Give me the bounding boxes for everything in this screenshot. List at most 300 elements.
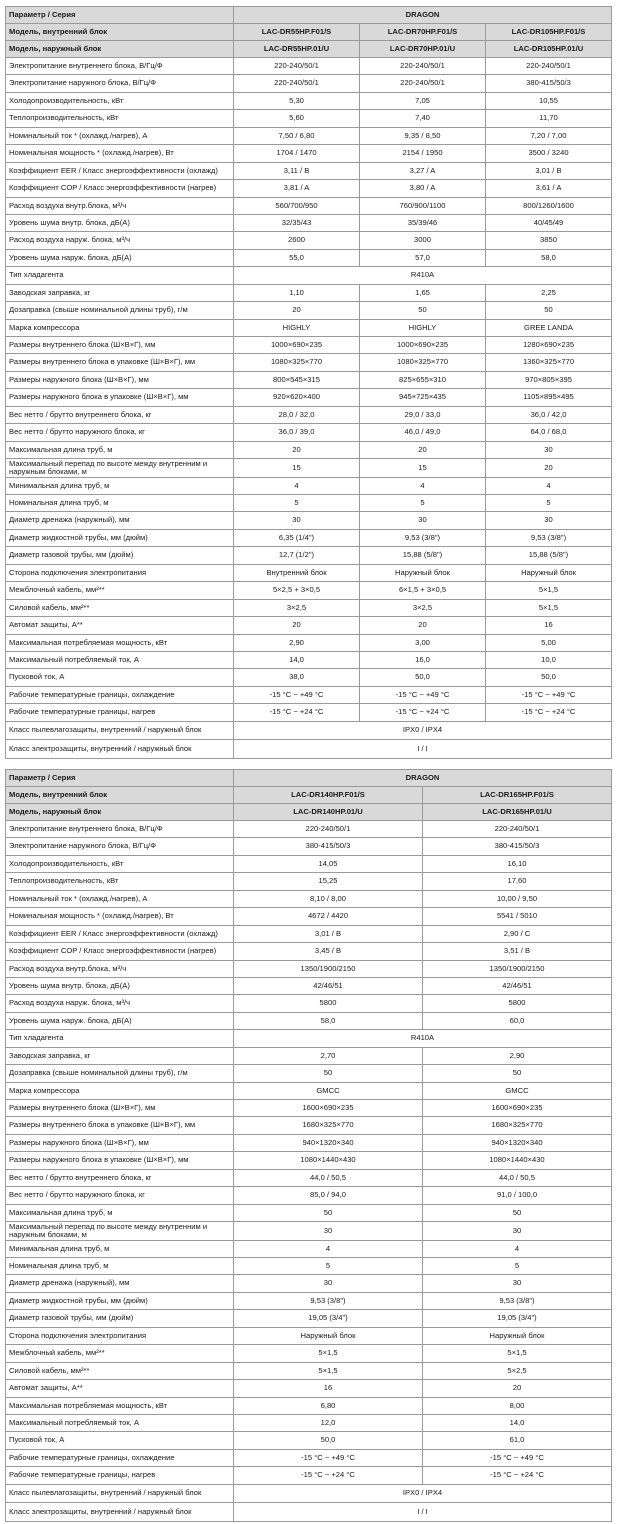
param-label: Максимальный перепад по высоте между внутренним и наружным блоками, м <box>6 459 234 478</box>
param-value: 5,60 <box>234 110 360 127</box>
spec-row <box>6 547 612 564</box>
param-label: Уровень шума наруж. блока, дБ(А) <box>6 249 234 266</box>
param-value: 5×1,5 <box>486 599 612 616</box>
spec-row <box>6 855 612 872</box>
param-value: Наружный блок <box>360 564 486 581</box>
indoor-model-label: Модель, внутренний блок <box>6 787 234 804</box>
spec-row <box>6 1432 612 1449</box>
spec-row <box>6 1134 612 1151</box>
param-label: Холодопроизводительность, кВт <box>6 92 234 109</box>
param-value: 16,10 <box>423 855 612 872</box>
outdoor-model: LAC-DR55HP.01/U <box>234 41 360 58</box>
spec-row <box>6 1204 612 1221</box>
param-value: -15 °C ~ +24 °C <box>486 704 612 721</box>
spec-row <box>6 354 612 371</box>
spec-row <box>6 1503 612 1522</box>
param-value-merged: I / I <box>234 1503 612 1522</box>
spec-row <box>6 127 612 144</box>
spec-row <box>6 249 612 266</box>
param-value: 32/35/43 <box>234 214 360 231</box>
param-value: 30 <box>234 1275 423 1292</box>
param-value: 14,0 <box>423 1414 612 1431</box>
param-value: 3,81 / A <box>234 180 360 197</box>
spec-row <box>6 1414 612 1431</box>
param-label: Марка компрессора <box>6 319 234 336</box>
param-value: 30 <box>423 1275 612 1292</box>
param-label: Рабочие температурные границы, нагрев <box>6 1467 234 1484</box>
param-value: 30 <box>360 512 486 529</box>
param-value: 5800 <box>234 995 423 1012</box>
param-value: 15 <box>234 459 360 478</box>
param-value: 5×1,5 <box>234 1362 423 1379</box>
param-value: 760/900/1100 <box>360 197 486 214</box>
spec-row <box>6 371 612 388</box>
param-value: 9,53 (3/8") <box>486 529 612 546</box>
param-label: Размеры наружного блока в упаковке (Ш×В×Г), мм <box>6 389 234 406</box>
param-value: 1080×1440×430 <box>423 1152 612 1169</box>
param-label: Расход воздуха наруж. блока, м³/ч <box>6 232 234 249</box>
param-value: 970×805×395 <box>486 371 612 388</box>
param-value: 9,53 (3/8") <box>360 529 486 546</box>
outdoor-model: LAC-DR140HP.01/U <box>234 804 423 821</box>
param-value: 380-415/50/3 <box>423 838 612 855</box>
param-value: 5×1,5 <box>234 1345 423 1362</box>
spec-row <box>6 459 612 478</box>
param-value: 50,0 <box>234 1432 423 1449</box>
param-value: 15 <box>360 459 486 478</box>
param-label: Номинальная мощность * (охлажд./нагрев), Вт <box>6 145 234 162</box>
param-label: Пусковой ток, А <box>6 669 234 686</box>
param-value: 85,0 / 94,0 <box>234 1187 423 1204</box>
param-value: 50,0 <box>486 669 612 686</box>
param-value: 3000 <box>360 232 486 249</box>
param-label: Максимальный потребляемый ток, А <box>6 651 234 668</box>
param-value: 5×2,5 + 3×0,5 <box>234 582 360 599</box>
param-value: -15 °C ~ +24 °C <box>234 1467 423 1484</box>
param-value: 3×2,5 <box>360 599 486 616</box>
param-label: Электропитание наружного блока, В/Гц/Ф <box>6 838 234 855</box>
param-label: Коэффициент COP / Класс энергоэффективности (нагрев) <box>6 943 234 960</box>
param-value: 4 <box>423 1240 612 1257</box>
spec-row <box>6 1187 612 1204</box>
spec-row <box>6 58 612 75</box>
spec-row <box>6 1258 612 1275</box>
param-value: 3,80 / A <box>360 180 486 197</box>
param-value: 16,0 <box>360 651 486 668</box>
param-value: 20 <box>486 459 612 478</box>
param-label: Вес нетто / брутто наружного блока, кг <box>6 424 234 441</box>
param-label: Номинальная мощность * (охлажд./нагрев), Вт <box>6 908 234 925</box>
param-label: Дозаправка (свыше номинальной длины труб), г/м <box>6 302 234 319</box>
outdoor-model: LAC-DR165HP.01/U <box>423 804 612 821</box>
param-value: -15 °C ~ +49 °C <box>234 1449 423 1466</box>
param-value: 220-240/50/1 <box>360 75 486 92</box>
param-value: 15,88 (5/8") <box>360 547 486 564</box>
param-value: 30 <box>486 512 612 529</box>
spec-row <box>6 669 612 686</box>
param-value: 50 <box>423 1065 612 1082</box>
param-value: Наружный блок <box>423 1327 612 1344</box>
param-value: 20 <box>360 617 486 634</box>
param-value: 5 <box>486 495 612 512</box>
param-value: 3,27 / A <box>360 162 486 179</box>
param-value: 6,80 <box>234 1397 423 1414</box>
param-label: Вес нетто / брутто внутреннего блока, кг <box>6 406 234 423</box>
param-value: 5541 / 5010 <box>423 908 612 925</box>
param-value: 2,25 <box>486 284 612 301</box>
param-label: Размеры внутреннего блока в упаковке (Ш×В×Г), мм <box>6 354 234 371</box>
spec-row <box>6 582 612 599</box>
param-label: Минимальная длина труб, м <box>6 477 234 494</box>
param-value: 15,25 <box>234 873 423 890</box>
param-label: Максимальный потребляемый ток, А <box>6 1414 234 1431</box>
spec-row <box>6 1117 612 1134</box>
param-value: 220-240/50/1 <box>360 58 486 75</box>
param-label: Расход воздуха внутр.блока, м³/ч <box>6 197 234 214</box>
param-value: 920×620×400 <box>234 389 360 406</box>
spec-row <box>6 838 612 855</box>
param-value: 50 <box>234 1204 423 1221</box>
spec-row <box>6 232 612 249</box>
param-label: Рабочие температурные границы, охлаждение <box>6 1449 234 1466</box>
param-value: 57,0 <box>360 249 486 266</box>
param-label: Номинальный ток * (охлажд./нагрев), А <box>6 890 234 907</box>
param-value: 7,40 <box>360 110 486 127</box>
param-value-merged: IPX0 / IPX4 <box>234 1484 612 1503</box>
spec-row <box>6 634 612 651</box>
param-value: 6,35 (1/4") <box>234 529 360 546</box>
spec-row <box>6 1240 612 1257</box>
spec-row <box>6 319 612 336</box>
param-value: 1350/1900/2150 <box>423 960 612 977</box>
param-value: 1600×690×235 <box>423 1100 612 1117</box>
param-value: 20 <box>234 441 360 458</box>
spec-row <box>6 704 612 721</box>
param-series-label: Параметр / Серия <box>6 770 234 787</box>
param-value: 15,88 (5/8") <box>486 547 612 564</box>
param-value: -15 °C ~ +49 °C <box>360 686 486 703</box>
param-label: Сторона подключения электропитания <box>6 1327 234 1344</box>
param-value: 2,70 <box>234 1047 423 1064</box>
spec-row <box>6 1065 612 1082</box>
param-value: 1105×895×495 <box>486 389 612 406</box>
param-value: 8,00 <box>423 1397 612 1414</box>
param-value: 4 <box>234 477 360 494</box>
param-value: 4672 / 4420 <box>234 908 423 925</box>
param-value: 220-240/50/1 <box>234 58 360 75</box>
spec-row <box>6 1152 612 1169</box>
param-value: 44,0 / 50,5 <box>234 1169 423 1186</box>
param-value: 6×1,5 + 3×0,5 <box>360 582 486 599</box>
param-value: 1080×325×770 <box>234 354 360 371</box>
spec-table-2 <box>5 769 612 1522</box>
param-label: Уровень шума внутр. блока, дБ(А) <box>6 977 234 994</box>
param-value: 1360×325×770 <box>486 354 612 371</box>
param-value: 35/39/46 <box>360 214 486 231</box>
param-value-merged: IPX0 / IPX4 <box>234 721 612 740</box>
param-value: 3,51 / B <box>423 943 612 960</box>
spec-row <box>6 686 612 703</box>
param-label: Диаметр жидкостной трубы, мм (дюйм) <box>6 529 234 546</box>
spec-row <box>6 1222 612 1241</box>
param-value: 61,0 <box>423 1432 612 1449</box>
spec-row <box>6 267 612 284</box>
indoor-model: LAC-DR165HP.F01/S <box>423 787 612 804</box>
param-value: 5 <box>423 1258 612 1275</box>
param-value: 10,0 <box>486 651 612 668</box>
param-value: 3,45 / B <box>234 943 423 960</box>
param-value: 8,10 / 8,00 <box>234 890 423 907</box>
param-label: Межблочный кабель, мм²** <box>6 1345 234 1362</box>
spec-row <box>6 943 612 960</box>
param-value: HIGHLY <box>234 319 360 336</box>
indoor-model: LAC-DR55HP.F01/S <box>234 24 360 41</box>
param-value: 2,90 <box>423 1047 612 1064</box>
outdoor-model: LAC-DR105HP.01/U <box>486 41 612 58</box>
param-value: 3,00 <box>360 634 486 651</box>
param-label: Холодопроизводительность, кВт <box>6 855 234 872</box>
spec-row <box>6 406 612 423</box>
spec-row <box>6 908 612 925</box>
param-label: Вес нетто / брутто наружного блока, кг <box>6 1187 234 1204</box>
param-value: 945×725×435 <box>360 389 486 406</box>
param-value: 1680×325×770 <box>423 1117 612 1134</box>
param-label: Размеры внутреннего блока в упаковке (Ш×В×Г), мм <box>6 1117 234 1134</box>
param-label: Диаметр газовой трубы, мм (дюйм) <box>6 1310 234 1327</box>
indoor-model-label: Модель, внутренний блок <box>6 24 234 41</box>
spec-row <box>6 1169 612 1186</box>
spec-row <box>6 740 612 759</box>
param-value: 3850 <box>486 232 612 249</box>
param-value: 3,11 / B <box>234 162 360 179</box>
param-label: Тип хладагента <box>6 1030 234 1047</box>
param-value: 800×545×315 <box>234 371 360 388</box>
param-value: Внутренний блок <box>234 564 360 581</box>
spec-row <box>6 214 612 231</box>
param-value: GMCC <box>423 1082 612 1099</box>
spec-row <box>6 977 612 994</box>
spec-row <box>6 721 612 740</box>
param-value: 1704 / 1470 <box>234 145 360 162</box>
param-value: 3500 / 3240 <box>486 145 612 162</box>
param-value: 3,01 / B <box>234 925 423 942</box>
spec-row <box>6 1467 612 1484</box>
param-value: 940×1320×340 <box>423 1134 612 1151</box>
param-label: Размеры наружного блока (Ш×В×Г), мм <box>6 1134 234 1151</box>
param-value: 14,05 <box>234 855 423 872</box>
param-value: 5 <box>234 1258 423 1275</box>
param-value: 1,65 <box>360 284 486 301</box>
param-value: 1680×325×770 <box>234 1117 423 1134</box>
param-label: Теплопроизводительность, кВт <box>6 110 234 127</box>
param-value: 19,05 (3/4") <box>234 1310 423 1327</box>
param-value: 20 <box>234 617 360 634</box>
spec-row <box>6 890 612 907</box>
param-label: Автомат защиты, А** <box>6 617 234 634</box>
param-label: Диаметр жидкостной трубы, мм (дюйм) <box>6 1292 234 1309</box>
indoor-model: LAC-DR105HP.F01/S <box>486 24 612 41</box>
param-label: Класс электрозащиты, внутренний / наружный блок <box>6 740 234 759</box>
param-value: 3×2,5 <box>234 599 360 616</box>
spec-row <box>6 1449 612 1466</box>
param-value: -15 °C ~ +49 °C <box>423 1449 612 1466</box>
spec-row <box>6 197 612 214</box>
param-label: Класс электрозащиты, внутренний / наружный блок <box>6 1503 234 1522</box>
spec-row <box>6 441 612 458</box>
spec-row <box>6 1397 612 1414</box>
param-label: Диаметр дренажа (наружный), мм <box>6 512 234 529</box>
param-value: 5,30 <box>234 92 360 109</box>
spec-row <box>6 92 612 109</box>
param-value: -15 °C ~ +24 °C <box>423 1467 612 1484</box>
param-label: Рабочие температурные границы, нагрев <box>6 704 234 721</box>
param-label: Марка компрессора <box>6 1082 234 1099</box>
param-label: Размеры наружного блока (Ш×В×Г), мм <box>6 371 234 388</box>
param-label: Заводская заправка, кг <box>6 1047 234 1064</box>
spec-row <box>6 477 612 494</box>
param-label: Размеры внутреннего блока (Ш×В×Г), мм <box>6 337 234 354</box>
param-label: Диаметр газовой трубы, мм (дюйм) <box>6 547 234 564</box>
series-name: DRAGON <box>234 7 612 24</box>
param-value: 91,0 / 100,0 <box>423 1187 612 1204</box>
param-value: 42/46/51 <box>234 977 423 994</box>
spec-row <box>6 495 612 512</box>
param-value: 5×1,5 <box>486 582 612 599</box>
param-value: 220-240/50/1 <box>234 821 423 838</box>
param-value: 4 <box>486 477 612 494</box>
param-label: Максимальный перепад по высоте между внутренним и наружным блоками, м <box>6 1222 234 1241</box>
param-label: Дозаправка (свыше номинальной длины труб), г/м <box>6 1065 234 1082</box>
param-value: 30 <box>486 441 612 458</box>
param-label: Номинальная длина труб, м <box>6 495 234 512</box>
param-value-merged: R410A <box>234 1030 612 1047</box>
param-value: 19,05 (3/4") <box>423 1310 612 1327</box>
spec-row <box>6 424 612 441</box>
param-label: Автомат защиты, А** <box>6 1380 234 1397</box>
param-label: Размеры наружного блока в упаковке (Ш×В×Г), мм <box>6 1152 234 1169</box>
spec-row <box>6 284 612 301</box>
param-value: 58,0 <box>486 249 612 266</box>
param-value: GREE LANDA <box>486 319 612 336</box>
param-value: 20 <box>234 302 360 319</box>
param-value: -15 °C ~ +24 °C <box>234 704 360 721</box>
param-label: Силовой кабель, мм²** <box>6 599 234 616</box>
spec-row <box>6 1082 612 1099</box>
spec-row <box>6 599 612 616</box>
param-label: Уровень шума наруж. блока, дБ(А) <box>6 1012 234 1029</box>
spec-row <box>6 960 612 977</box>
param-value: 1000×690×235 <box>234 337 360 354</box>
param-value: 60,0 <box>423 1012 612 1029</box>
param-value: -15 °C ~ +49 °C <box>486 686 612 703</box>
param-value: 7,20 / 7,00 <box>486 127 612 144</box>
param-label: Номинальный ток * (охлажд./нагрев), А <box>6 127 234 144</box>
param-value: 50 <box>360 302 486 319</box>
param-label: Коэффициент EER / Класс энергоэффективности (охлажд) <box>6 925 234 942</box>
param-label: Коэффициент COP / Класс энергоэффективности (нагрев) <box>6 180 234 197</box>
param-value: 36,0 / 42,0 <box>486 406 612 423</box>
param-value: 3,01 / B <box>486 162 612 179</box>
indoor-model: LAC-DR70HP.F01/S <box>360 24 486 41</box>
param-label: Силовой кабель, мм²** <box>6 1362 234 1379</box>
spec-row <box>6 337 612 354</box>
param-value: 30 <box>423 1222 612 1241</box>
param-label: Тип хладагента <box>6 267 234 284</box>
param-value: 4 <box>234 1240 423 1257</box>
param-value: 2,90 <box>234 634 360 651</box>
param-value: 1080×1440×430 <box>234 1152 423 1169</box>
param-value: 36,0 / 39,0 <box>234 424 360 441</box>
param-value: 7,05 <box>360 92 486 109</box>
param-value: 5 <box>234 495 360 512</box>
spec-row <box>6 1030 612 1047</box>
param-value: 1000×690×235 <box>360 337 486 354</box>
param-label: Электропитание внутреннего блока, В/Гц/Ф <box>6 821 234 838</box>
param-label: Минимальная длина труб, м <box>6 1240 234 1257</box>
param-value: 50 <box>486 302 612 319</box>
param-value: 5 <box>360 495 486 512</box>
param-value: 940×1320×340 <box>234 1134 423 1151</box>
spec-row <box>6 1012 612 1029</box>
spec-table-1 <box>5 6 612 759</box>
outdoor-model-label: Модель, наружный блок <box>6 804 234 821</box>
spec-row <box>6 180 612 197</box>
spec-row <box>6 162 612 179</box>
param-value: 9,53 (3/8") <box>234 1292 423 1309</box>
spec-row <box>6 1310 612 1327</box>
spec-row <box>6 651 612 668</box>
param-label: Класс пылевлагозащиты, внутренний / наружный блок <box>6 721 234 740</box>
param-value: 800/1260/1600 <box>486 197 612 214</box>
param-value: 2,90 / C <box>423 925 612 942</box>
param-value: GMCC <box>234 1082 423 1099</box>
spec-row <box>6 1100 612 1117</box>
param-label: Вес нетто / брутто внутреннего блока, кг <box>6 1169 234 1186</box>
param-value: 58,0 <box>234 1012 423 1029</box>
param-value: 42/46/51 <box>423 977 612 994</box>
param-value: 1350/1900/2150 <box>234 960 423 977</box>
param-value: 20 <box>423 1380 612 1397</box>
spec-row <box>6 1345 612 1362</box>
spec-row <box>6 1275 612 1292</box>
param-value: 1600×690×235 <box>234 1100 423 1117</box>
param-value: 5800 <box>423 995 612 1012</box>
param-value: 4 <box>360 477 486 494</box>
spec-row <box>6 564 612 581</box>
param-label: Максимальная потребляемая мощность, кВт <box>6 634 234 651</box>
param-value: 30 <box>234 512 360 529</box>
param-label: Пусковой ток, А <box>6 1432 234 1449</box>
param-value: 9,35 / 8,50 <box>360 127 486 144</box>
param-label: Уровень шума внутр. блока, дБ(А) <box>6 214 234 231</box>
spec-row <box>6 873 612 890</box>
param-value: 11,70 <box>486 110 612 127</box>
spec-row <box>6 925 612 942</box>
spec-row <box>6 617 612 634</box>
param-value: -15 °C ~ +24 °C <box>360 704 486 721</box>
outdoor-model-label: Модель, наружный блок <box>6 41 234 58</box>
param-label: Теплопроизводительность, кВт <box>6 873 234 890</box>
spec-row <box>6 1380 612 1397</box>
param-label: Коэффициент EER / Класс энергоэффективности (охлажд) <box>6 162 234 179</box>
param-value: 220-240/50/1 <box>234 75 360 92</box>
spec-row <box>6 110 612 127</box>
spec-row <box>6 1292 612 1309</box>
spec-row <box>6 1484 612 1503</box>
param-value: 14,0 <box>234 651 360 668</box>
param-value: 7,50 / 6,80 <box>234 127 360 144</box>
param-value: 220-240/50/1 <box>486 58 612 75</box>
